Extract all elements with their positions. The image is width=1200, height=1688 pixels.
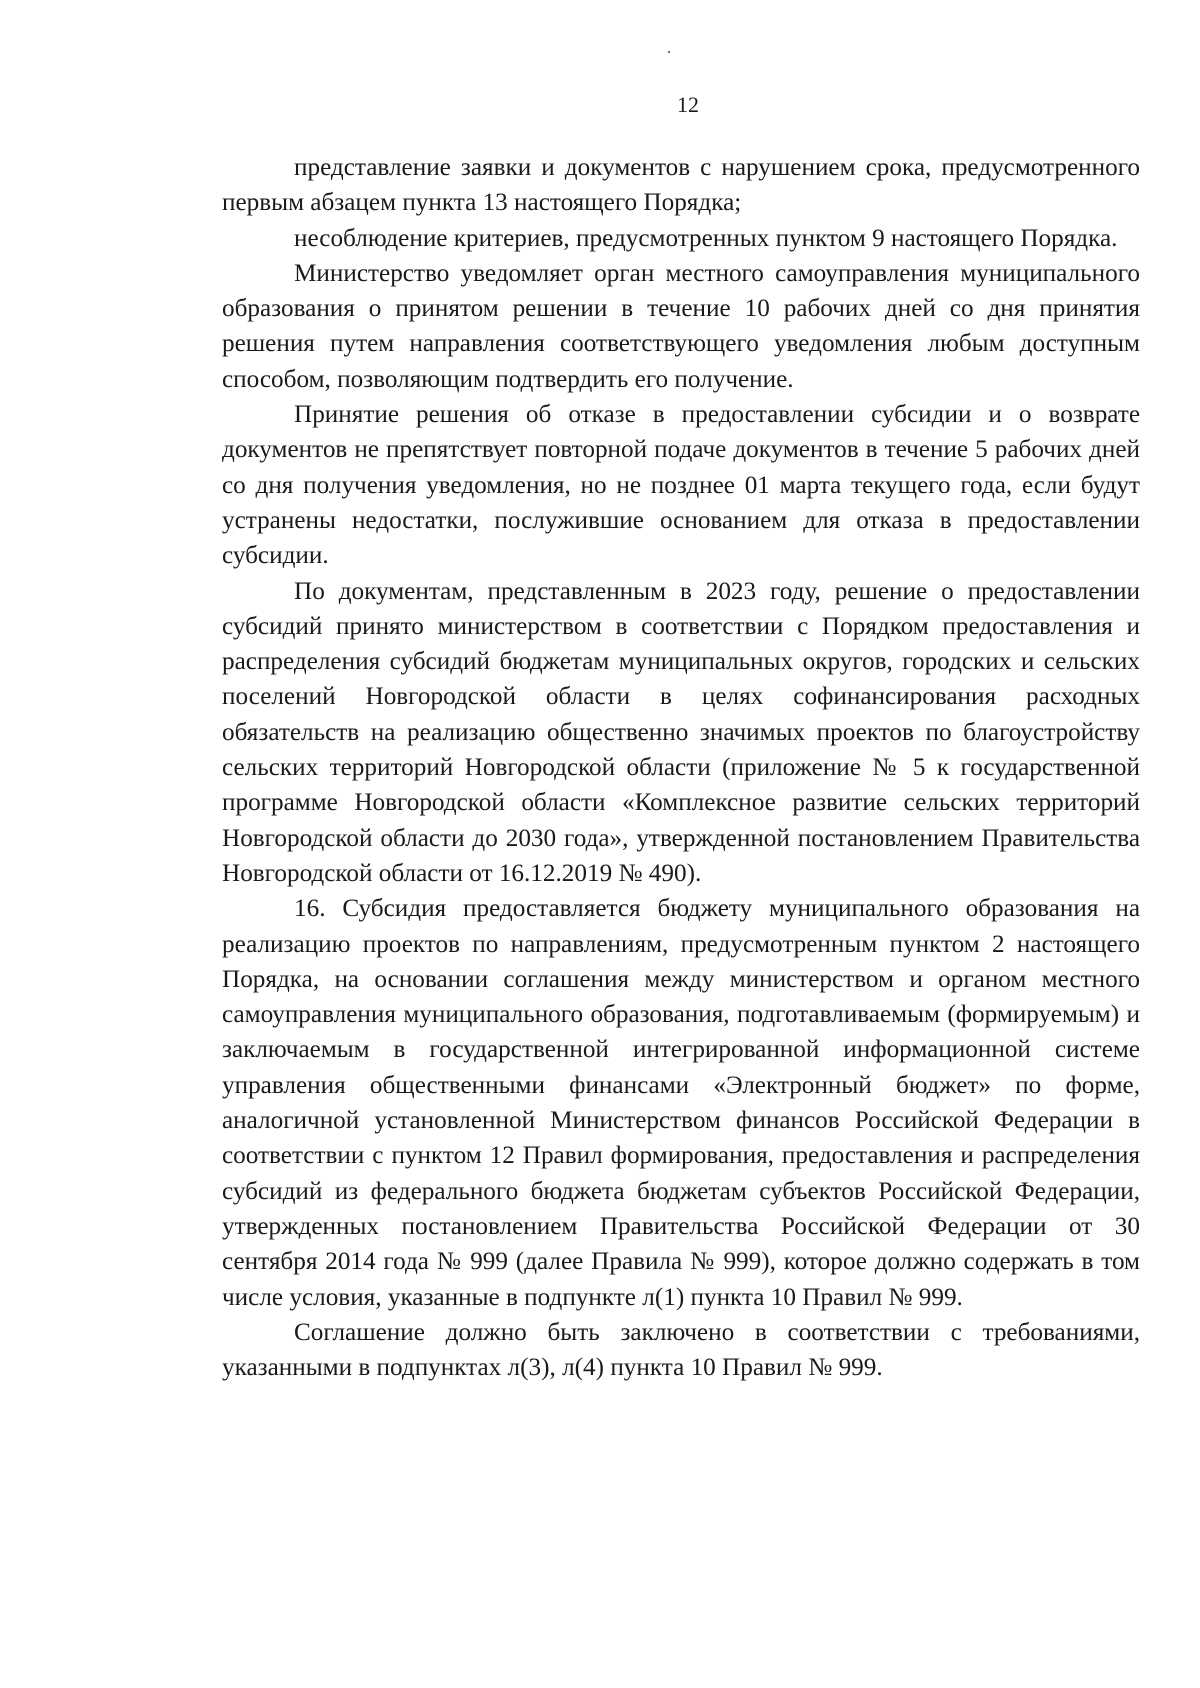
paragraph-agreement-requirements: Соглашение должно быть заключено в соответствии с требованиями, указанными в подпунктах л(3), л(4) пункта 10 Правил № 999. [222,1318,1140,1382]
paragraph-violation-deadline: представление заявки и документов с нарушением срока, предусмотренного первым абзацем пункта 13 настоящего Порядка; [222,154,1140,217]
paragraph-item-16: 16. Субсидия предоставляется бюджету муниципального образования на реализацию проектов по направлениям, предусмотренным пунктом 2 настоящего Порядка, на основании соглашения между министерством и органом местного самоуправления муниципального образования, подготавливаемым (формируемым) и заключаемым в государственной интегрированной информационной системе управления общественными финансами «Электронный бюджет» по форме, аналогичной установленной Министерством финансов Российской Федерации в соответствии с пунктом 12 Правил формирования, предоставления и распределения субсидий из федерального бюджета бюджетам субъектов Российской Федерации, утвержденных постановлением Правительства Российской Федерации от 30 сентября 2014 года № 999 (далее Правила № 999), которое должно содержать в том числе условия, указанные в подпункте л(1) пункта 10 Правил № 999. [222,895,1140,1311]
paragraph-2023-decision: По документам, представленным в 2023 году, решение о предоставлении субсидий принято министерством в соответствии с Порядком предоставления и распределения субсидий бюджетам муниципальных округов, городских и сельских поселений Новгородской области в целях софинансирования расходных обязательств на реализацию общественно значимых проектов по благоустройству сельских территорий Новгородской области (приложение № 5 к государственной программе Новгородской области «Комплексное развитие сельских территорий Новгородской области до 2030 года», утвержденной постановлением Правительства Новгородской области от 16.12.2019 № 490). [222,577,1140,887]
paragraph-criteria-noncompliance: несоблюдение критериев, предусмотренных пунктом 9 настоящего Порядка. [294,224,1118,252]
paragraph-refusal-resubmission: Принятие решения об отказе в предоставлении субсидии и о возврате документов не препятствует повторной подаче документов в течение 5 рабочих дней со дня получения уведомления, но не позднее 01 марта текущего года, если будут устранены недостатки, послужившие основанием для отказа в предоставлении субсидии. [222,401,1140,570]
page-number: 12 [677,92,699,117]
document-body [222,150,1140,1385]
scan-speck [668,51,670,53]
paragraph-ministry-notification: Министерство уведомляет орган местного самоуправления муниципального образования о принятом решении в течение 10 рабочих дней со дня принятия решения путем направления соответствующего уведомления любым доступным способом, позволяющим подтвердить его получение. [222,259,1140,393]
